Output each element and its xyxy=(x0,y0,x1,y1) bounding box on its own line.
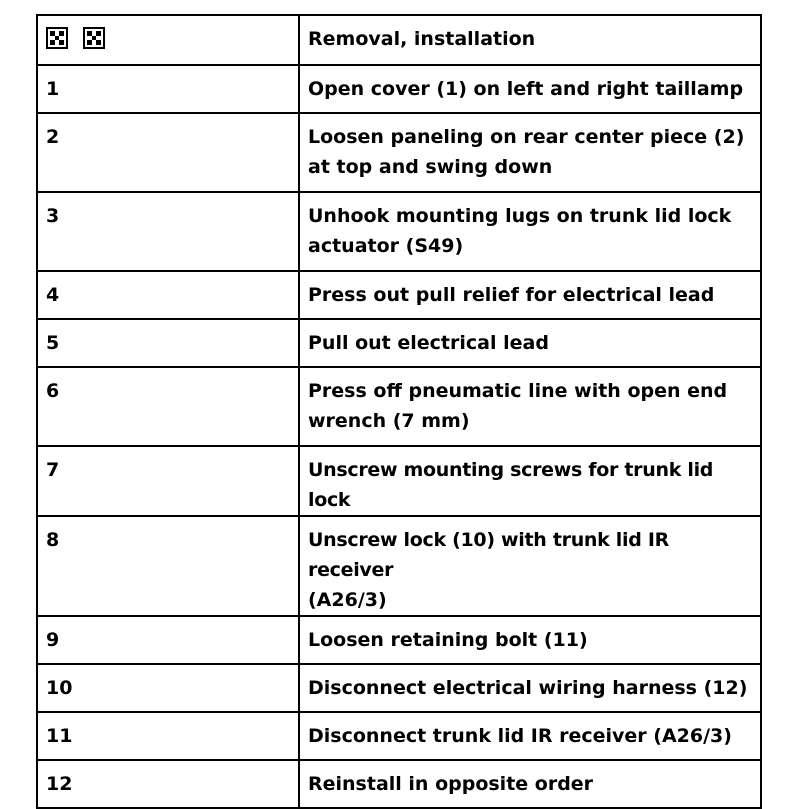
step-text: Disconnect electrical wiring harness (12) xyxy=(299,664,761,712)
table-row xyxy=(37,712,761,760)
step-text-line: Press off pneumatic line with open end xyxy=(308,380,728,402)
table-row xyxy=(37,271,761,319)
removal-icon xyxy=(46,27,68,49)
step-text: Disconnect trunk lid IR receiver (A26/3) xyxy=(299,712,761,760)
step-text xyxy=(299,367,761,446)
step-number: 12 xyxy=(37,760,299,808)
table-row xyxy=(37,113,761,192)
table-row xyxy=(37,760,761,808)
procedure-table xyxy=(36,14,762,809)
step-text: Loosen retaining bolt (11) xyxy=(299,616,761,664)
step-text: Reinstall in opposite order xyxy=(299,760,761,808)
step-number: 6 xyxy=(37,367,299,446)
step-number: 2 xyxy=(37,113,299,192)
table-header-row xyxy=(37,15,761,65)
installation-icon xyxy=(83,27,105,49)
step-number: 8 xyxy=(37,516,299,616)
step-number: 5 xyxy=(37,319,299,367)
table-row xyxy=(37,367,761,446)
step-number: 9 xyxy=(37,616,299,664)
step-text: Pull out electrical lead xyxy=(299,319,761,367)
step-text: Press out pull relief for electrical lead xyxy=(299,271,761,319)
step-text-line: (A26/3) xyxy=(308,589,387,611)
step-text-line: Unhook mounting lugs on trunk lid lock xyxy=(308,205,732,227)
step-number: 10 xyxy=(37,664,299,712)
step-number: 1 xyxy=(37,65,299,113)
step-text-line: at top and swing down xyxy=(308,156,553,178)
table-row xyxy=(37,664,761,712)
step-text-line: Loosen paneling on rear center piece (2) xyxy=(308,126,745,148)
step-text: Unscrew mounting screws for trunk lid lock xyxy=(299,446,761,516)
step-text: Open cover (1) on left and right taillamp xyxy=(299,65,761,113)
header-icons-cell xyxy=(37,15,299,65)
step-text-line: Unscrew lock (10) with trunk lid IR receiver xyxy=(308,529,669,581)
table-row xyxy=(37,616,761,664)
header-title: Removal, installation xyxy=(299,15,761,65)
step-text-line: actuator (S49) xyxy=(308,235,464,257)
step-number: 7 xyxy=(37,446,299,516)
step-text xyxy=(299,516,761,616)
table-row xyxy=(37,516,761,616)
step-text xyxy=(299,192,761,271)
step-number: 11 xyxy=(37,712,299,760)
table-row xyxy=(37,192,761,271)
table-row xyxy=(37,65,761,113)
step-number: 3 xyxy=(37,192,299,271)
table-row xyxy=(37,446,761,516)
step-text xyxy=(299,113,761,192)
step-text-line: wrench (7 mm) xyxy=(308,410,470,432)
table-row xyxy=(37,319,761,367)
step-number: 4 xyxy=(37,271,299,319)
